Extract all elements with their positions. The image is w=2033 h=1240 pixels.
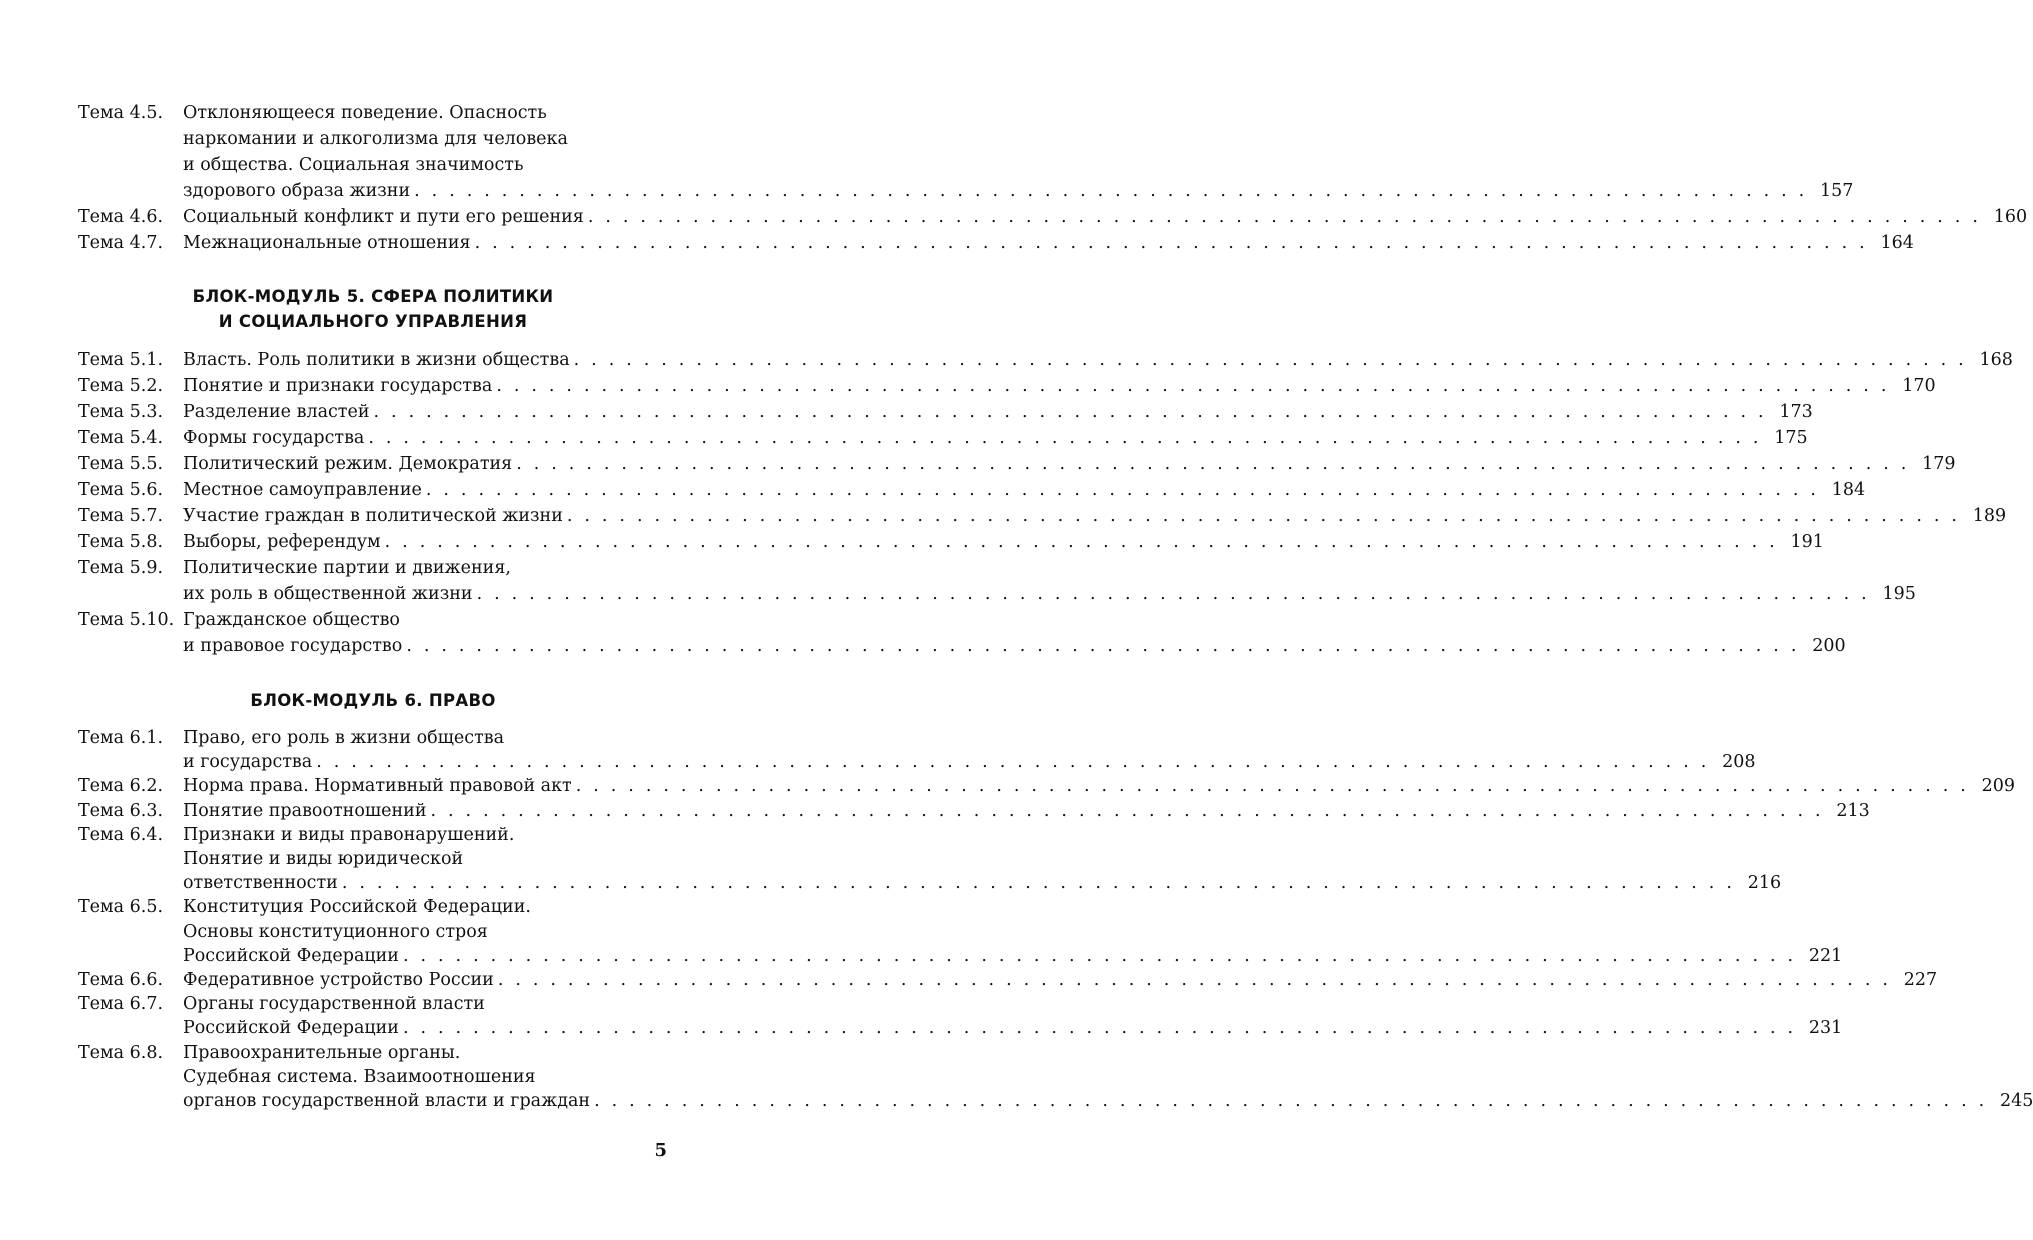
toc-entry-title	[183, 347, 2013, 373]
toc-entry-title	[183, 799, 1870, 823]
toc-entry[interactable]	[78, 968, 1938, 992]
module6-heading-line1: БЛОК-МОДУЛЬ 6. ПРАВО	[250, 691, 496, 710]
toc-entry-title-line: Социальный конфликт и пути его решения	[183, 207, 584, 227]
toc-entry-title-line: Признаки и виды правонарушений.	[183, 824, 515, 845]
dot-leader: . . . . . . . . . . . . . . . . . . . . . . . . . . . . . . . . . . . . . . . . . . . . . . . . . . . . . . . . . . . . . . . . . . . . . . . . . . . . . . . .	[516, 454, 1910, 474]
toc-entry-title-line: Понятие правоотношений	[183, 800, 427, 821]
dot-leader: . . . . . . . . . . . . . . . . . . . . . . . . . . . . . . . . . . . . . . . . . . . . . . . . . . . . . . . . . . . . . . . . . . . . . . . . . . . . . . . .	[430, 800, 1824, 821]
toc-entry-page: 209	[1981, 776, 2016, 797]
toc-entry-last-line	[183, 425, 1808, 451]
toc-entry-page: 179	[1922, 454, 1956, 474]
toc-entry-last-line	[183, 529, 1824, 555]
toc-entry-last-line	[183, 347, 2013, 373]
toc-entry-page: 157	[1820, 181, 1854, 201]
toc-entry-title	[183, 823, 1782, 896]
toc-entry-title-line: Право, его роль в жизни общества	[183, 728, 505, 748]
toc-entry[interactable]	[78, 726, 1756, 774]
dot-leader: . . . . . . . . . . . . . . . . . . . . . . . . . . . . . . . . . . . . . . . . . . . . . . . . . . . . . . . . . . . . . . . . . . . . . . . . . . . . . . . .	[575, 776, 1970, 797]
toc-entry-number: Тема 6.4.	[78, 824, 164, 845]
toc-entry-last-line	[183, 1016, 1843, 1040]
toc-entry[interactable]	[78, 425, 1808, 451]
toc-entry-title	[183, 774, 2016, 798]
toc-entry-last-line	[183, 230, 1914, 256]
dot-leader: . . . . . . . . . . . . . . . . . . . . . . . . . . . . . . . . . . . . . . . . . . . . . . . . . . . . . . . . . . . . . . . . . . . . . . . . . . . . . . . .	[341, 873, 1736, 894]
toc-entry-number: Тема 5.5.	[78, 454, 164, 474]
module4-tail-list	[78, 100, 2028, 256]
toc-entry[interactable]	[78, 992, 1843, 1040]
dot-leader: . . . . . . . . . . . . . . . . . . . . . . . . . . . . . . . . . . . . . . . . . . . . . . . . . . . . . . . . . . . . . . . . . . . . . . . . . . . . . . . .	[384, 532, 1778, 552]
toc-entry-title-line: Конституция Российской Федерации.	[183, 897, 531, 918]
toc-entry[interactable]	[78, 477, 1866, 503]
toc-entry[interactable]	[78, 774, 2016, 798]
toc-entry-page: 164	[1880, 233, 1914, 253]
toc-entry-page: 200	[1812, 636, 1846, 656]
toc-entry-title-line: Основы конституционного строя	[183, 921, 488, 942]
dot-leader: . . . . . . . . . . . . . . . . . . . . . . . . . . . . . . . . . . . . . . . . . . . . . . . . . . . . . . . . . . . . . . . . . . . . . . . . . . . . . . . .	[496, 376, 1890, 396]
toc-entry-title	[183, 477, 1866, 503]
toc-entry-title-line: Понятие и виды юридической	[183, 849, 464, 870]
toc-entry-title	[183, 451, 1956, 477]
module5-heading-line2: И СОЦИАЛЬНОГО УПРАВЛЕНИЯ	[218, 312, 528, 331]
toc-entry-title	[183, 895, 1843, 968]
toc-entry-title	[183, 1041, 2033, 1114]
toc-entry-title-line: Органы государственной власти	[183, 994, 485, 1015]
toc-entry-number: Тема 4.6.	[78, 207, 164, 227]
module6-heading	[78, 688, 668, 713]
toc-entry-title-line: Политические партии и движения,	[183, 558, 511, 578]
toc-entry-title	[183, 425, 1808, 451]
toc-entry-page: 170	[1902, 376, 1936, 396]
toc-entry-last-line	[183, 968, 1938, 992]
toc-entry-page: 168	[1979, 350, 2013, 370]
toc-entry-title-line: Политический режим. Демократия	[183, 454, 513, 474]
toc-entry-number: Тема 6.6.	[78, 970, 164, 991]
toc-entry-page: 221	[1808, 945, 1843, 966]
toc-entry-page: 231	[1808, 1018, 1843, 1039]
toc-entry[interactable]	[78, 451, 1956, 477]
toc-entry-last-line	[183, 1089, 2033, 1113]
toc-entry-title-line: Участие граждан в политической жизни	[183, 506, 563, 526]
dot-leader: . . . . . . . . . . . . . . . . . . . . . . . . . . . . . . . . . . . . . . . . . . . . . . . . . . . . . . . . . . . . . . . . . . . . . . . . . . . . . . . .	[566, 506, 1961, 526]
toc-entry-last-line	[183, 503, 2007, 529]
toc-entry-title	[183, 204, 2028, 230]
toc-entry-title-line: Российской Федерации	[183, 1018, 399, 1039]
toc-entry-number: Тема 6.7.	[78, 994, 164, 1015]
toc-entry[interactable]	[78, 895, 1843, 968]
toc-entry-title-line: Выборы, референдум	[183, 532, 381, 552]
toc-entry-number: Тема 5.6.	[78, 480, 164, 500]
toc-entry-title-line: их роль в общественной жизни	[183, 584, 473, 604]
toc-entry-title-line: Правоохранительные органы.	[183, 1042, 461, 1063]
toc-entry[interactable]	[78, 100, 1854, 204]
toc-entry-title-line: и правовое государство	[183, 636, 403, 656]
toc-entry-page: 175	[1774, 428, 1808, 448]
module5-entries	[78, 347, 2013, 659]
toc-entry-last-line	[183, 633, 1846, 659]
dot-leader: . . . . . . . . . . . . . . . . . . . . . . . . . . . . . . . . . . . . . . . . . . . . . . . . . . . . . . . . . . . . . . . . . . . . . . . . . . . . . . . .	[474, 233, 1868, 253]
toc-entry-number: Тема 5.1.	[78, 350, 164, 370]
toc-entry-last-line	[183, 477, 1866, 503]
toc-entry-number: Тема 5.4.	[78, 428, 164, 448]
toc-entry[interactable]	[78, 399, 1813, 425]
toc-entry-page: 245	[1999, 1091, 2033, 1112]
toc-entry-last-line	[183, 799, 1870, 823]
toc-entry-title-line: Формы государства	[183, 428, 365, 448]
toc-entry-title-line: и государства	[183, 752, 313, 773]
dot-leader: . . . . . . . . . . . . . . . . . . . . . . . . . . . . . . . . . . . . . . . . . . . . . . . . . . . . . . . . . . . . . . . . . . . . . . . . . . . . . . . .	[425, 480, 1820, 500]
toc-entry-title-line: Гражданское общество	[183, 610, 400, 630]
toc-entry[interactable]	[78, 799, 1870, 823]
toc-entry-number: Тема 4.5.	[78, 103, 164, 123]
dot-leader: . . . . . . . . . . . . . . . . . . . . . . . . . . . . . . . . . . . . . . . . . . . . . . . . . . . . . . . . . . . . . . . . . . . . . . . . . . . . . . . .	[587, 207, 1982, 227]
toc-entry-number: Тема 6.1.	[78, 728, 164, 748]
toc-entry-number: Тема 6.2.	[78, 776, 164, 797]
toc-entry-title-line: Понятие и признаки государства	[183, 376, 493, 396]
toc-entry-page: 184	[1831, 480, 1866, 500]
toc-entry-title-line: Разделение властей	[183, 402, 370, 422]
dot-leader: . . . . . . . . . . . . . . . . . . . . . . . . . . . . . . . . . . . . . . . . . . . . . . . . . . . . . . . . . . . . . . . . . . . . . . . . . . . . . . . .	[406, 636, 1800, 656]
toc-entry-title	[183, 230, 1914, 256]
dot-leader: . . . . . . . . . . . . . . . . . . . . . . . . . . . . . . . . . . . . . . . . . . . . . . . . . . . . . . . . . . . . . . . . . . . . . . . . . . . . . . . .	[402, 945, 1797, 966]
module5-heading	[78, 284, 668, 334]
toc-entry-number: Тема 5.10.	[78, 610, 175, 630]
toc-entry-title-line: Российской Федерации	[183, 945, 399, 966]
toc-entry-title	[183, 529, 1824, 555]
dot-leader: . . . . . . . . . . . . . . . . . . . . . . . . . . . . . . . . . . . . . . . . . . . . . . . . . . . . . . . . . . . . . . . . . . . . . . . . . . . . . . . .	[594, 1091, 1988, 1112]
toc-entry-number: Тема 4.7.	[78, 233, 164, 253]
toc-entry-title-line: Норма права. Нормативный правовой акт	[183, 776, 572, 797]
toc-entry-page: 160	[1993, 207, 2028, 227]
toc-entry-page: 195	[1882, 584, 1916, 604]
toc-entry[interactable]	[78, 347, 2013, 373]
toc-entry-title	[183, 607, 1846, 659]
toc-entry[interactable]	[78, 503, 2007, 529]
toc-entry-title	[183, 373, 1936, 399]
dot-leader: . . . . . . . . . . . . . . . . . . . . . . . . . . . . . . . . . . . . . . . . . . . . . . . . . . . . . . . . . . . . . . . . . . . . . . . . . . . . . . . .	[573, 350, 1967, 370]
toc-entry-page: 189	[1972, 506, 2007, 526]
page-number: 5	[654, 1140, 667, 1161]
toc-entry-title	[183, 992, 1843, 1040]
dot-leader: . . . . . . . . . . . . . . . . . . . . . . . . . . . . . . . . . . . . . . . . . . . . . . . . . . . . . . . . . . . . . . . . . . . . . . . . . . . . . . . .	[414, 181, 1808, 201]
toc-entry-number: Тема 5.8.	[78, 532, 164, 552]
toc-entry-title	[183, 726, 1756, 774]
module5-heading-line1: БЛОК-МОДУЛЬ 5. СФЕРА ПОЛИТИКИ	[192, 287, 554, 306]
toc-entry-last-line	[183, 373, 1936, 399]
dot-leader: . . . . . . . . . . . . . . . . . . . . . . . . . . . . . . . . . . . . . . . . . . . . . . . . . . . . . . . . . . . . . . . . . . . . . . . . . . . . . . . .	[368, 428, 1762, 448]
toc-entry[interactable]	[78, 555, 1916, 607]
dot-leader: . . . . . . . . . . . . . . . . . . . . . . . . . . . . . . . . . . . . . . . . . . . . . . . . . . . . . . . . . . . . . . . . . . . . . . . . . . . . . . . .	[497, 970, 1892, 991]
toc-entry-title	[183, 503, 2007, 529]
toc-entry[interactable]	[78, 607, 1846, 659]
toc-entry-title-line: Местное самоуправление	[183, 480, 422, 500]
toc-entry-last-line	[183, 204, 2028, 230]
toc-entry-number: Тема 5.9.	[78, 558, 164, 578]
toc-entry-title-line: здорового образа жизни	[183, 181, 411, 201]
toc-entry[interactable]	[78, 529, 1824, 555]
toc-entry-title-line: органов государственной власти и граждан	[183, 1091, 591, 1112]
toc-entry-title-line: ответственности	[183, 873, 338, 894]
toc-entry-last-line	[183, 750, 1756, 774]
toc-entry-page: 216	[1747, 873, 1782, 894]
toc-entry-last-line	[183, 944, 1843, 968]
toc-entry-number: Тема 6.3.	[78, 800, 164, 821]
toc-entry-last-line	[183, 774, 2016, 798]
toc-entry-page: 173	[1779, 402, 1813, 422]
toc-entry[interactable]	[78, 230, 1914, 256]
toc-entry-title-line: Власть. Роль политики в жизни общества	[183, 350, 570, 370]
toc-entry-title-line: и общества. Социальная значимость	[183, 155, 524, 175]
toc-entry-page: 213	[1836, 800, 1870, 821]
toc-entry-title-line: Судебная система. Взаимоотношения	[183, 1066, 536, 1087]
toc-entry[interactable]	[78, 823, 1782, 896]
dot-leader: . . . . . . . . . . . . . . . . . . . . . . . . . . . . . . . . . . . . . . . . . . . . . . . . . . . . . . . . . . . . . . . . . . . . . . . . . . . . . . . .	[476, 584, 1870, 604]
toc-entry-number: Тема 5.3.	[78, 402, 164, 422]
toc-entry-title	[183, 555, 1916, 607]
dot-leader: . . . . . . . . . . . . . . . . . . . . . . . . . . . . . . . . . . . . . . . . . . . . . . . . . . . . . . . . . . . . . . . . . . . . . . . . . . . . . . . .	[373, 402, 1767, 422]
toc-entry-title	[183, 100, 1854, 204]
dot-leader: . . . . . . . . . . . . . . . . . . . . . . . . . . . . . . . . . . . . . . . . . . . . . . . . . . . . . . . . . . . . . . . . . . . . . . . . . . . . . . . .	[316, 752, 1710, 773]
toc-entry[interactable]	[78, 204, 2028, 230]
toc-entry-number: Тема 5.7.	[78, 506, 164, 526]
toc-entry-page: 227	[1903, 970, 1938, 991]
toc-entry-title-line: наркомании и алкоголизма для человека	[183, 129, 568, 149]
toc-entry-last-line	[183, 399, 1813, 425]
toc-entry[interactable]	[78, 1041, 2033, 1114]
toc-entry-page: 191	[1790, 532, 1824, 552]
module6-entries	[78, 726, 2033, 1113]
toc-entry-last-line	[183, 451, 1956, 477]
toc-entry-number: Тема 6.5.	[78, 897, 164, 918]
toc-entry-page: 208	[1722, 752, 1756, 773]
toc-entry-number: Тема 6.8.	[78, 1042, 164, 1063]
toc-entry-title	[183, 399, 1813, 425]
toc-entry-title-line: Межнациональные отношения	[183, 233, 471, 253]
dot-leader: . . . . . . . . . . . . . . . . . . . . . . . . . . . . . . . . . . . . . . . . . . . . . . . . . . . . . . . . . . . . . . . . . . . . . . . . . . . . . . . .	[402, 1018, 1797, 1039]
toc-entry-number: Тема 5.2.	[78, 376, 164, 396]
toc-entry-last-line	[183, 178, 1854, 204]
toc-entry-title-line: Отклоняющееся поведение. Опасность	[183, 103, 547, 123]
toc-entry[interactable]	[78, 373, 1936, 399]
toc-entry-title	[183, 968, 1938, 992]
toc-entry-title-line: Федеративное устройство России	[183, 970, 494, 991]
toc-entry-last-line	[183, 871, 1782, 895]
toc-entry-last-line	[183, 581, 1916, 607]
